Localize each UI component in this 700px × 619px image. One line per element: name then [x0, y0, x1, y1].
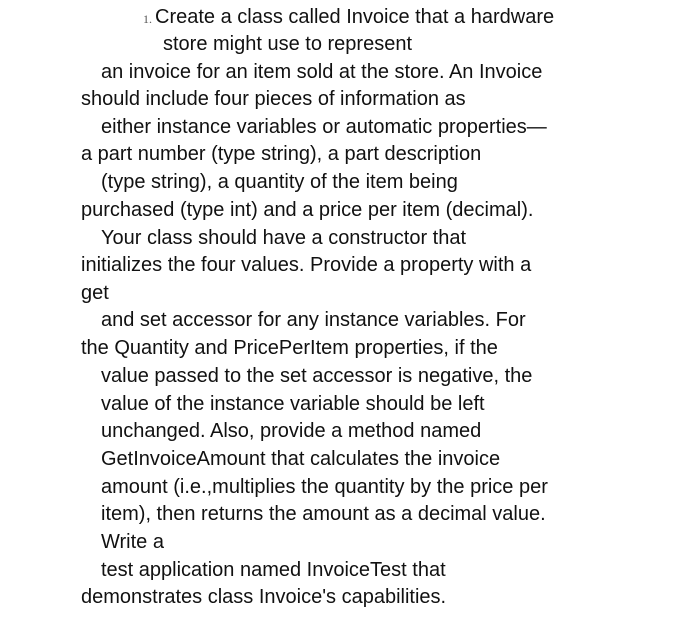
text-line: unchanged. Also, provide a method named [101, 420, 482, 442]
text-line: demonstrates class Invoice's capabilities. [81, 586, 447, 608]
text-line: Write a [101, 531, 164, 553]
line-text: Create a class called Invoice that a hardware [155, 6, 555, 28]
text-line: should include four pieces of information as [81, 88, 466, 110]
text-line: purchased (type int) and a price per item (decimal). [81, 199, 534, 221]
text-line: GetInvoiceAmount that calculates the invoice [101, 448, 501, 470]
text-line: value of the instance variable should be left [101, 393, 485, 415]
text-line: an invoice for an item sold at the store. An Invoice [101, 61, 543, 83]
text-line: amount (i.e.,multiplies the quantity by the price per [101, 476, 548, 498]
text-line: a part number (type string), a part description [81, 143, 482, 165]
text-line: test application named InvoiceTest that [101, 559, 446, 581]
text-line: value passed to the set accessor is negative, the [101, 365, 533, 387]
text-line: (type string), a quantity of the item being [101, 171, 458, 193]
text-line: initializes the four values. Provide a property with a [81, 254, 532, 276]
text-line: the Quantity and PricePerItem properties, if the [81, 337, 498, 359]
text-line [143, 5, 554, 31]
text-line: either instance variables or automatic properties— [101, 116, 547, 138]
text-line: Your class should have a constructor that [101, 227, 467, 249]
text-line: store might use to represent [163, 33, 413, 55]
question-number: 1. [143, 12, 152, 26]
text-line: get [81, 282, 109, 304]
text-line: and set accessor for any instance variables. For [101, 309, 526, 331]
text-line: item), then returns the amount as a decimal value. [101, 503, 546, 525]
